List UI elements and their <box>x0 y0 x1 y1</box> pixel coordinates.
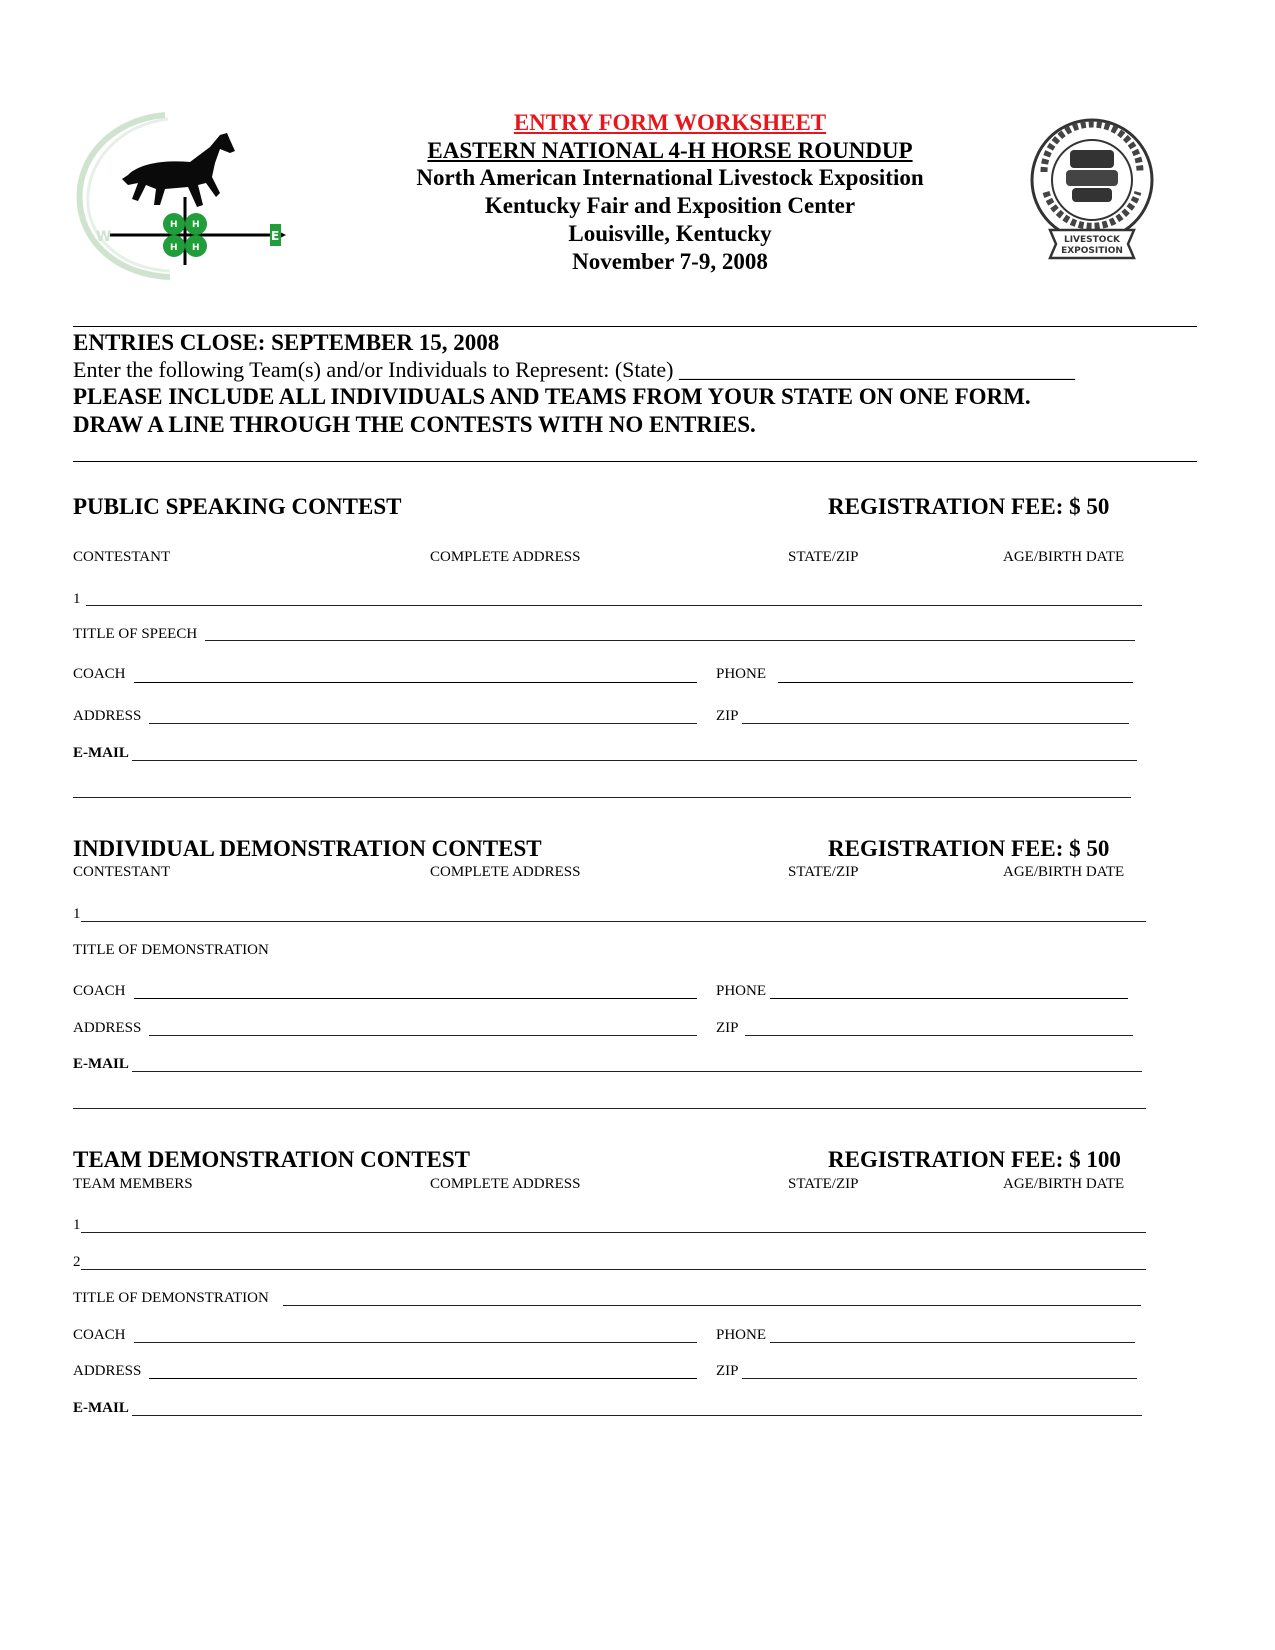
zip-label: ZIP <box>716 708 739 724</box>
coach-label: COACH <box>73 1327 126 1343</box>
svg-text:LIVESTOCK: LIVESTOCK <box>1063 235 1121 245</box>
svg-text:W: W <box>96 229 112 245</box>
contestant-line[interactable] <box>81 921 1146 922</box>
column-header: AGE/BIRTH DATE <box>1003 549 1125 565</box>
column-header: TEAM MEMBERS <box>73 1176 193 1192</box>
email-line[interactable] <box>132 1071 1142 1072</box>
zip-line[interactable] <box>745 1035 1133 1036</box>
coach-line[interactable] <box>134 1342 697 1343</box>
address-label: ADDRESS <box>73 1020 142 1036</box>
address-line[interactable] <box>149 723 697 724</box>
address-label: ADDRESS <box>73 1363 142 1379</box>
address-line[interactable] <box>149 1035 697 1036</box>
column-header: CONTESTANT <box>73 864 171 880</box>
form-title: ENTRY FORM WORKSHEET <box>513 110 827 135</box>
entries-close: ENTRIES CLOSE: SEPTEMBER 15, 2008 <box>73 330 500 355</box>
organizer: North American International Livestock Exposition <box>416 165 924 190</box>
left-logo <box>70 105 300 285</box>
column-header: STATE/ZIP <box>788 1176 859 1192</box>
divider <box>73 461 1197 462</box>
registration-fee: REGISTRATION FEE: $ 50 <box>828 836 1110 861</box>
column-header: COMPLETE ADDRESS <box>430 864 581 880</box>
phone-label: PHONE <box>716 666 767 682</box>
right-logo <box>1022 112 1162 272</box>
zip-line[interactable] <box>742 723 1129 724</box>
event-dates: November 7-9, 2008 <box>572 249 768 274</box>
event-name: EASTERN NATIONAL 4-H HORSE ROUNDUP <box>427 138 913 163</box>
email-line[interactable] <box>132 1415 1142 1416</box>
title-line[interactable] <box>283 1305 1141 1306</box>
zip-label: ZIP <box>716 1363 739 1379</box>
svg-text:EXPOSITION: EXPOSITION <box>1061 246 1123 256</box>
livestock-exposition-seal-icon <box>1022 112 1162 272</box>
venue: Kentucky Fair and Exposition Center <box>484 193 856 218</box>
team-member-line[interactable] <box>81 1269 1146 1270</box>
section-title: INDIVIDUAL DEMONSTRATION CONTEST <box>73 836 542 861</box>
title-label: TITLE OF DEMONSTRATION <box>73 1290 269 1306</box>
svg-text:E: E <box>271 229 280 243</box>
address-line[interactable] <box>149 1378 697 1379</box>
row-number: 1 <box>73 591 81 607</box>
column-header: COMPLETE ADDRESS <box>430 549 581 565</box>
coach-label: COACH <box>73 666 126 682</box>
row-number: 1 <box>73 906 81 922</box>
phone-label: PHONE <box>716 983 767 999</box>
section-title: PUBLIC SPEAKING CONTEST <box>73 494 402 519</box>
contestant-line[interactable] <box>86 605 1142 606</box>
zip-line[interactable] <box>742 1378 1137 1379</box>
registration-fee: REGISTRATION FEE: $ 50 <box>828 494 1110 519</box>
phone-label: PHONE <box>716 1327 767 1343</box>
email-label: E-MAIL <box>73 745 129 761</box>
registration-fee: REGISTRATION FEE: $ 100 <box>828 1147 1121 1172</box>
divider <box>73 326 1197 327</box>
represent-state[interactable]: Enter the following Team(s) and/or Individuals to Represent: (State) ____________________________________ <box>73 357 1075 382</box>
row-number: 1 <box>73 1217 81 1233</box>
coach-label: COACH <box>73 983 126 999</box>
email-label: E-MAIL <box>73 1056 129 1072</box>
separator-line <box>73 1108 1146 1109</box>
svg-text:H: H <box>170 220 178 230</box>
draw-line-note: DRAW A LINE THROUGH THE CONTESTS WITH NO ENTRIES. <box>73 412 756 437</box>
team-member-line[interactable] <box>81 1232 1146 1233</box>
phone-line[interactable] <box>770 998 1128 999</box>
phone-line[interactable] <box>778 682 1133 683</box>
column-header: AGE/BIRTH DATE <box>1003 864 1125 880</box>
svg-text:H: H <box>192 220 200 230</box>
column-header: STATE/ZIP <box>788 864 859 880</box>
coach-line[interactable] <box>134 998 697 999</box>
separator-line <box>73 797 1131 798</box>
column-header: CONTESTANT <box>73 549 171 565</box>
city: Louisville, Kentucky <box>568 221 772 246</box>
column-header: COMPLETE ADDRESS <box>430 1176 581 1192</box>
address-label: ADDRESS <box>73 708 142 724</box>
title-line[interactable] <box>205 640 1135 641</box>
email-line[interactable] <box>132 760 1137 761</box>
svg-text:H: H <box>170 243 178 253</box>
coach-line[interactable] <box>134 682 697 683</box>
phone-line[interactable] <box>770 1342 1135 1343</box>
title-label: TITLE OF DEMONSTRATION <box>73 942 269 958</box>
title-label: TITLE OF SPEECH <box>73 626 198 642</box>
section-title: TEAM DEMONSTRATION CONTEST <box>73 1147 471 1172</box>
column-header: STATE/ZIP <box>788 549 859 565</box>
horse-weathervane-icon <box>70 105 300 285</box>
row-number: 2 <box>73 1254 81 1270</box>
svg-text:H: H <box>192 243 200 253</box>
zip-label: ZIP <box>716 1020 739 1036</box>
email-label: E-MAIL <box>73 1400 129 1416</box>
include-all-note: PLEASE INCLUDE ALL INDIVIDUALS AND TEAMS FROM YOUR STATE ON ONE FORM. <box>73 384 1031 409</box>
column-header: AGE/BIRTH DATE <box>1003 1176 1125 1192</box>
